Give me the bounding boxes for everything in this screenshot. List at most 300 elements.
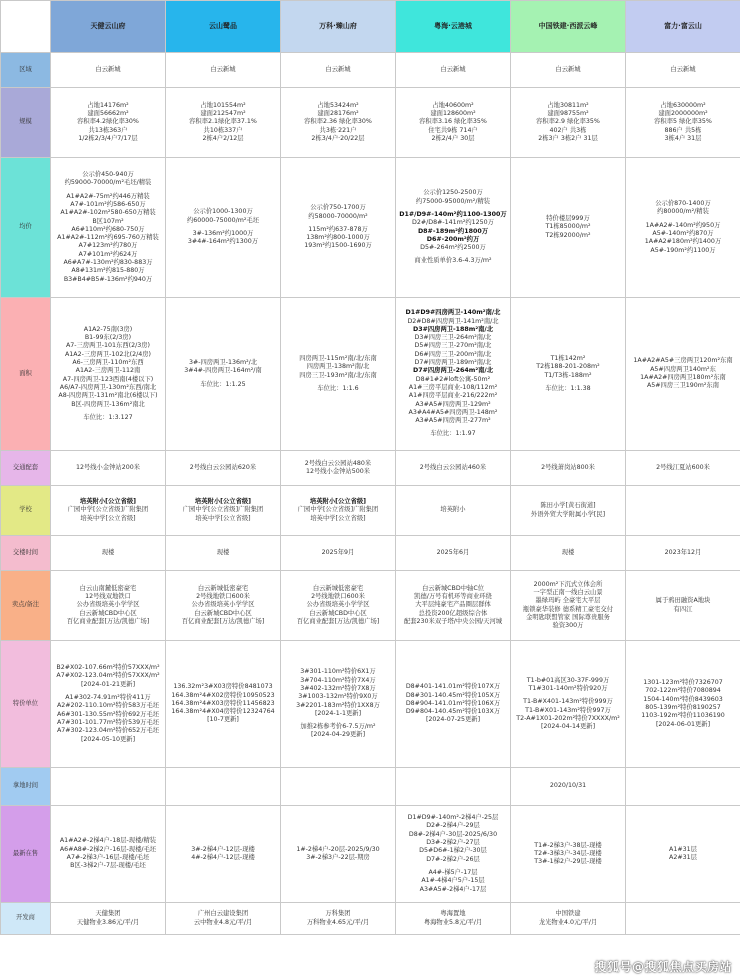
row-delivery	[1, 536, 740, 571]
cell-line: 商业性质单价3.6-4.3万/m²	[414, 257, 492, 265]
cell-line: A8-四房两卫-131m²南北(6楼以下)	[58, 392, 158, 400]
cell-line: 公办省级培英小学学区	[306, 601, 370, 609]
cell-line: D8#401-141.01m²特价107X万	[405, 683, 501, 691]
spacer	[168, 784, 278, 789]
cell-line: D3#-2梯2户-27层	[426, 839, 480, 847]
cell-scale	[281, 88, 396, 158]
cell-transport	[51, 451, 166, 486]
cell-line: 广园中学[公立省级]广附集团	[297, 506, 379, 514]
cell-line: 2栋4户2/12层	[202, 134, 244, 142]
spacer	[628, 508, 738, 513]
row-transport	[1, 451, 740, 486]
cell-sale	[166, 806, 281, 903]
cell-line: 1A#A2#A5#三房两卫120m²东南	[633, 357, 733, 365]
row-label: 面积	[1, 298, 51, 451]
cell-line: T2栋188-201-208m²	[536, 363, 600, 371]
cell-line: D8#301-140.45m²特价105X万	[405, 691, 501, 699]
cell-line: 四房三卫-193m²南/北/东南	[299, 371, 377, 379]
cell-line: A3#A5#-2梯4户-17层	[419, 885, 487, 893]
cell-line: 培英中学[公立省级]	[195, 514, 251, 522]
cell-line: A1#A2#-112m²约695-760万精装	[57, 234, 159, 242]
cell-highlights	[396, 571, 511, 641]
cell-scale	[396, 88, 511, 158]
cell-line: A1#A2#-2梯4户-18层-现楼/精装	[59, 837, 157, 845]
cell-line: 约59000-70000/m²毛坯/精装	[64, 179, 152, 187]
cell-line: A3#A5#四房两卫-277m²	[415, 417, 491, 425]
cell-line: 白云新城	[670, 65, 696, 73]
cell-line: 138m²约800-1000万	[306, 234, 370, 242]
cell-line: T2#-3梯3户-34层-现楼	[534, 849, 602, 857]
cell-school	[166, 486, 281, 536]
cell-line: 百亿商业配套[万达/凯德广场]	[181, 617, 265, 625]
cell-line: T1-b#01高区30-37F-999万	[526, 676, 610, 684]
cell-line: 白云山南麓低密豪宅	[79, 584, 137, 592]
cell-line: A1#-4梯4户5户-15层	[421, 877, 485, 885]
spacer	[53, 784, 163, 789]
cell-line: 3#2201-183m²特价1XX8万	[296, 701, 380, 709]
cell-price	[281, 158, 396, 298]
cell-line: 2025年6月	[436, 548, 470, 556]
cell-line: 3#704-110m²特价7X4万	[300, 676, 376, 684]
cell-line: 约58000-70000/m²	[308, 212, 368, 220]
cell-line: 白云新城CBD中心区	[309, 609, 367, 617]
cell-line: 配套230米双子塔/中央公园/天河城	[403, 617, 503, 625]
cell-price	[626, 158, 740, 298]
watermark-text: 搜狐号@搜狐焦点买房站	[594, 960, 732, 974]
cell-line: 1504-140m²特价8439603	[643, 695, 723, 703]
cell-line: T1#301-140m²特价920万	[528, 684, 608, 692]
project-header: 天健云山府	[51, 1, 166, 53]
cell-scale	[511, 88, 626, 158]
cell-line: B2#X02-107.66m²特价57XXX/m²	[56, 664, 160, 672]
cell-line: 1301-123m²特价7326707	[643, 679, 723, 687]
cell-line: 2栋3户 3栋2户 31层	[538, 134, 598, 142]
cell-line: 白云新城CBD中轴C位	[421, 584, 485, 592]
cell-line: D5#-264m²约2500万	[420, 244, 486, 252]
cell-line: 2020/10/31	[549, 782, 587, 790]
cell-line: 白云新城	[210, 65, 236, 73]
cell-highlights	[51, 571, 166, 641]
cell-line: [2024-05-10更新]	[80, 735, 136, 743]
cell-line: A1#三房平层商业-108/112m²	[408, 383, 498, 391]
cell-line: A7#123m²约780万	[78, 242, 138, 250]
cell-school	[396, 486, 511, 536]
row-school	[1, 486, 740, 536]
row-price	[1, 158, 740, 298]
cell-line: 1/2栋2/3/4户7/17层	[78, 134, 138, 142]
cell-line: D9#804-140.45m²特价103X万	[405, 708, 501, 716]
cell-line: 白云新城CBD中心区	[194, 609, 252, 617]
row-scale	[1, 88, 740, 158]
cell-school	[281, 486, 396, 536]
cell-line: 车位比：1:1.6	[317, 384, 359, 392]
cell-line: D2#-2梯4户-29层	[426, 822, 480, 830]
cell-line: 公示价1250-2500万	[423, 189, 483, 197]
cell-line: D5#四房三卫-270m²南/北	[414, 342, 492, 350]
cell-line: 一字型正南一线白云山景	[533, 588, 603, 596]
row-highlights	[1, 571, 740, 641]
cell-line: A4#-梯5户-17层	[428, 868, 478, 876]
cell-line: 广州白云建设集团	[197, 910, 249, 918]
cell-land	[626, 768, 740, 806]
cell-line: 大平层纯豪宅产品圈层群体	[415, 601, 491, 609]
cell-line: [2024-04-29更新]	[310, 731, 366, 739]
cell-price	[51, 158, 166, 298]
row-specials	[1, 641, 740, 768]
cell-line: 3栋4户 31层	[664, 134, 702, 142]
row-label: 特价单位	[1, 641, 51, 768]
cell-line: D1#D9#四房两卫-140m²南/北	[405, 309, 501, 317]
cell-area	[166, 298, 281, 451]
cell-developer	[626, 903, 740, 935]
cell-line: 占地53424m²	[317, 101, 359, 109]
spacer	[283, 784, 393, 789]
cell-line: 1103-192m²特价11036190	[641, 712, 725, 720]
cell-line: 广园中学[公立省级]广附集团	[67, 506, 149, 514]
cell-line: 2023年12月	[664, 548, 702, 556]
cell-line: A6/A7-四房两卫-130m²东西/南北	[59, 383, 157, 391]
row-label: 交通配套	[1, 451, 51, 486]
cell-developer	[511, 903, 626, 935]
cell-line: 培英附小[公立省级]	[309, 498, 367, 506]
cell-area	[511, 298, 626, 451]
cell-line: 属于鸦田融资A地块	[655, 597, 711, 605]
cell-line: 共3栋·221户	[319, 126, 357, 134]
cell-line: 车位比：1:1.97	[430, 430, 476, 438]
cell-land	[51, 768, 166, 806]
cell-line: 凯德/万号有机环等商业环绕	[414, 593, 492, 601]
cell-specials	[626, 641, 740, 768]
cell-line: B区107m²	[92, 217, 124, 225]
cell-line: D3#四房三卫-264m²南/北	[414, 334, 492, 342]
cell-line: 陈田小学[黄石街道]	[540, 502, 596, 510]
cell-line: A5#四房两卫140m²东	[650, 365, 716, 373]
cell-transport	[166, 451, 281, 486]
cell-delivery	[511, 536, 626, 571]
cell-line: 白云新城低密豪宅	[197, 584, 249, 592]
cell-line: T1-B#X01-143m²特价997万	[525, 706, 611, 714]
cell-line: 万科集团	[325, 910, 351, 918]
project-header: 万科·臻山府	[281, 1, 396, 53]
cell-delivery	[51, 536, 166, 571]
cell-line: A7#301-101.77m²特价539万毛坯	[56, 718, 160, 726]
row-label: 交楼时间	[1, 536, 51, 571]
cell-line: 白云新城	[325, 65, 351, 73]
cell-line: 约60000-75000/m²毛坯	[186, 216, 259, 224]
row-label: 卖点/备注	[1, 571, 51, 641]
corner-cell	[1, 1, 51, 53]
cell-price	[166, 158, 281, 298]
cell-line: 容积率3.16 绿化率35%	[419, 118, 487, 126]
cell-line: 车位比：1:1.25	[200, 380, 246, 388]
cell-line: 3#1003-132m²特价9X0万	[298, 693, 378, 701]
cell-line: T1-B#X401-143m²特价999万	[523, 698, 613, 706]
cell-line: A7#X02-123.04m²特价57XXX/m²	[56, 672, 160, 680]
cell-line: A7#101m²约624万	[78, 250, 138, 258]
cell-delivery	[166, 536, 281, 571]
cell-line: 占地30811m²	[547, 101, 589, 109]
cell-line: 约75000-95000/m²/精装	[415, 197, 491, 205]
cell-line: 培英附小[公立省级]	[194, 498, 252, 506]
cell-line: A1#A2#-75m²约446万精装	[66, 192, 150, 200]
cell-specials	[396, 641, 511, 768]
cell-line: 现楼	[561, 548, 575, 556]
cell-line: A6#A8#-2梯2户-16层-现楼/毛坯	[59, 845, 157, 853]
cell-line: [2024-07-25更新]	[425, 716, 481, 724]
cell-line: 共13栋363户	[88, 126, 128, 134]
project-header: 富力·富云山	[626, 1, 740, 53]
row-label: 规模	[1, 88, 51, 158]
cell-school	[51, 486, 166, 536]
cell-line: D2#D8#四房两卫-141m²南/北	[407, 317, 499, 325]
cell-line: 天健集团	[95, 910, 121, 918]
cell-line: 3#-四房两卫-136m²/北	[188, 359, 258, 367]
cell-line: 3#-136m²约1000万	[192, 230, 254, 237]
cell-line: 12号线小金钟站200米	[75, 463, 141, 471]
cell-line: 3#4#-四房两卫-164m²/南	[184, 367, 262, 375]
cell-line: B区-四房两卫-136m²南北	[71, 400, 145, 408]
cell-line: D8#-189m²约1800万	[417, 227, 489, 235]
cell-area	[281, 298, 396, 451]
cell-sale	[396, 806, 511, 903]
cell-line: 墨绿玛屿 全豪宅大平层	[535, 597, 601, 605]
cell-line: T1/T3栋-188m²	[544, 371, 592, 379]
cell-line: 约80000/m²/精装	[657, 208, 709, 216]
cell-highlights	[166, 571, 281, 641]
cell-line: 886户 共5栋	[664, 126, 702, 134]
cell-line: 805-139m²特价8190257	[645, 704, 721, 711]
cell-transport	[396, 451, 511, 486]
cell-line: D7#四房两卫-264m²南/北	[412, 367, 494, 375]
spacer	[628, 916, 738, 921]
cell-line: 1A#A2#-140m²约950万	[645, 221, 721, 229]
cell-line: 2000m²下沉式立体会所	[533, 580, 603, 588]
cell-delivery	[626, 536, 740, 571]
cell-line: 1A#A2#180m²约1400万	[644, 238, 722, 246]
cell-land	[396, 768, 511, 806]
cell-school	[626, 486, 740, 536]
cell-line: 1#-2梯4户-20层-2025/9/30	[296, 845, 380, 853]
cell-line: T1栋142m²	[550, 354, 586, 362]
cell-line: 115m²约637-878万	[308, 225, 368, 233]
header-row	[1, 1, 740, 53]
cell-line: [10-7更新]	[207, 716, 239, 724]
cell-line: A5#-190m²约1100万	[650, 246, 716, 254]
cell-developer	[281, 903, 396, 935]
cell-line: A7#-2梯3户-16层-现楼/毛坯	[66, 854, 150, 861]
cell-line: 共10栋337户	[203, 126, 243, 134]
cell-developer	[51, 903, 166, 935]
cell-line: 占地14176m²	[87, 101, 129, 109]
cell-price	[396, 158, 511, 298]
row-sale	[1, 806, 740, 903]
cell-line: A2#202-110.10m²特价583万毛坯	[56, 702, 160, 710]
cell-line: 现楼	[101, 548, 115, 556]
cell-line: 天健物业3.86元/平/月	[76, 918, 140, 926]
cell-line: A2#31层	[669, 854, 697, 861]
cell-line: 容积率5 绿化率35%	[654, 118, 712, 126]
cell-line: 现楼	[216, 548, 230, 556]
cell-line: 3#4#-164m²约1300万	[187, 238, 259, 246]
cell-line: [2024-06-01更新]	[655, 720, 711, 728]
cell-line: 培英中学[公立省级]	[310, 514, 366, 522]
cell-line: A3#A5#四房两卫-129m²	[415, 400, 491, 408]
cell-region	[281, 53, 396, 88]
cell-line: 培英中学[公立省级]	[80, 514, 136, 522]
cell-line: A1#302-74.91m²特价411万	[65, 694, 151, 702]
cell-line: 3#-2梯4户-12层-现楼	[191, 845, 255, 853]
cell-line: 四房两卫-115m²南/北/东南	[299, 354, 377, 362]
cell-line: B3#B4#B5#-136m²约940万	[63, 275, 153, 283]
cell-line: 2号线江夏站600米	[656, 463, 710, 471]
cell-line: 建面2000000m²	[658, 110, 708, 118]
cell-line: A7#-101m²约586-650万	[70, 200, 146, 208]
cell-region	[396, 53, 511, 88]
cell-line: A3#A4#A5#四房两卫-148m²	[408, 408, 498, 416]
cell-line: 2号线地铁口600米	[311, 593, 365, 601]
cell-line: A7#302-123.04m²特价652万毛坯	[56, 727, 160, 735]
cell-line: 特价楼层999万	[546, 215, 590, 223]
cell-line: 3#301-110m²特价6X1万	[300, 668, 376, 676]
cell-line: D8#904-141.01m²特价106X万	[405, 699, 501, 707]
cell-region	[511, 53, 626, 88]
cell-transport	[511, 451, 626, 486]
cell-line: 公办省级培英小学学区	[76, 601, 140, 609]
cell-sale	[626, 806, 740, 903]
cell-line: 公办省级培英小学学区	[191, 601, 255, 609]
cell-transport	[626, 451, 740, 486]
cell-line: 白云新城	[555, 65, 581, 73]
cell-specials	[51, 641, 166, 768]
cell-line: A6#A7#-130m²约830-883万	[63, 259, 153, 267]
cell-highlights	[511, 571, 626, 641]
cell-line: D5#D6#-1梯2户-30层	[419, 847, 487, 855]
cell-region	[626, 53, 740, 88]
row-region	[1, 53, 740, 88]
cell-line: 164.38m²4#X04房特价12324764	[171, 708, 275, 716]
cell-line: [2024-1-1更新]	[314, 709, 362, 717]
cell-delivery	[396, 536, 511, 571]
cell-scale	[166, 88, 281, 158]
cell-line: 广园中学[公立省级]广附集团	[182, 506, 264, 514]
cell-region	[166, 53, 281, 88]
cell-line: [2024-04-14更新]	[540, 723, 596, 731]
cell-line: 粤海物业5.8元/平/月	[423, 918, 483, 926]
cell-line: 3#402-132m²特价7X8万	[300, 684, 376, 692]
cell-area	[626, 298, 740, 451]
cell-land	[166, 768, 281, 806]
cell-area	[396, 298, 511, 451]
cell-line: A5#-140m²约870万	[652, 230, 714, 237]
cell-line: 公示价1000-1300万	[193, 208, 253, 216]
cell-line: D2#/D8#-141m²约1250万	[412, 219, 494, 227]
cell-line: [2024-01-21更新]	[80, 680, 136, 688]
cell-line: 公示价870-1400万	[655, 200, 711, 208]
cell-line: 136.32m²3#X03房特价8481073	[173, 683, 273, 691]
cell-line: 白云新城低密豪宅	[312, 584, 364, 592]
cell-transport	[281, 451, 396, 486]
cell-line: B1-99东(2/3房)	[84, 334, 132, 342]
cell-line: 2号线白云公园站620米	[189, 463, 257, 471]
cell-line: 1A#A2#四房两卫180m²东南	[640, 374, 726, 381]
cell-line: A7-三房两卫-101东西(2/3房)	[65, 342, 150, 350]
cell-line: 4#-2梯4户-12层-现楼	[191, 854, 255, 861]
cell-delivery	[281, 536, 396, 571]
cell-line: 193m²约1500-1690万	[304, 242, 372, 250]
cell-line: T2-A#1X01-202m²特价7XXXX/m²	[516, 714, 620, 722]
cell-line: D6#四房三卫-200m²南/北	[414, 350, 492, 358]
cell-line: 12号线小金钟站500米	[305, 468, 371, 475]
cell-line: A7-四房两卫-123西南(4楼以下)	[62, 375, 154, 383]
row-label: 均价	[1, 158, 51, 298]
cell-line: 建面28176m²	[317, 110, 359, 118]
cell-line: 3#-2梯3户-22层-期房	[306, 854, 370, 861]
cell-line: 公示价750-1700万	[310, 204, 366, 212]
cell-line: 公示价450-940万	[82, 171, 134, 179]
cell-line: D1#/D9#-140m²约1100-1300万	[399, 210, 507, 218]
project-header: 粤海·云港城	[396, 1, 511, 53]
row-label: 开发商	[1, 903, 51, 935]
cell-line: A8#131m²约815-880万	[71, 267, 145, 275]
cell-line: 百亿商业配套[万达/凯德广场]	[296, 617, 380, 625]
cell-highlights	[281, 571, 396, 641]
row-developer	[1, 903, 740, 935]
spacer	[398, 784, 508, 789]
cell-sale	[51, 806, 166, 903]
cell-line: 建面128600m²	[430, 110, 476, 118]
spacer	[628, 784, 738, 789]
cell-line: 2号线萧岗站800米	[541, 463, 595, 471]
cell-line: 2栋3/4户·20/22层	[311, 134, 365, 142]
cell-line: D1#D9#-140m²-2梯4户-25层	[407, 814, 499, 822]
cell-line: 车位比：1:3.127	[83, 413, 133, 421]
cell-specials	[166, 641, 281, 768]
cell-land	[281, 768, 396, 806]
cell-line: D7#四房两卫-189m²南/北	[414, 359, 492, 367]
row-label: 最新在售	[1, 806, 51, 903]
cell-line: 金明匙联盟管家 国际尊贵服务	[526, 613, 610, 621]
cell-line: 百亿商业配套[万达/凯德广场]	[66, 617, 150, 625]
cell-line: 164.38m²4#X02房特价10950523	[171, 691, 275, 699]
cell-line: 164.38m²4#X03房特价11456823	[171, 699, 275, 707]
cell-line: 万科物业4.65元/平/月	[306, 918, 370, 926]
cell-line: 白云新城	[440, 65, 466, 73]
cell-scale	[626, 88, 740, 158]
cell-line: 白云新城	[95, 65, 121, 73]
cell-line: 402户 共3栋	[549, 126, 587, 134]
cell-line: 占地40600m²	[432, 101, 474, 109]
cell-line: 粤海置地	[440, 910, 466, 918]
cell-line: 2栋2/4户 30层	[431, 134, 475, 142]
cell-line: 占地101554m²	[200, 101, 246, 109]
cell-price	[511, 158, 626, 298]
cell-line: 验资300万	[552, 622, 584, 630]
row-label: 学校	[1, 486, 51, 536]
cell-line: T1#-2梯3户-38层-现楼	[534, 841, 602, 849]
cell-line: A1#31层	[669, 845, 697, 853]
cell-line: 四房两卫-138m²南/北	[306, 363, 370, 371]
cell-line: 云中物业4.8元/平/月	[193, 918, 253, 926]
cell-line: 容积率4.2绿化率30%	[77, 118, 139, 126]
cell-line: 容积率2.36 绿化率30%	[304, 118, 372, 126]
cell-line: T2栋92000/m²	[545, 231, 591, 239]
cell-line: A1#四房平层商业-216/222m²	[408, 392, 498, 400]
cell-specials	[281, 641, 396, 768]
cell-scale	[51, 88, 166, 158]
project-header: 中国铁建·西派云峰	[511, 1, 626, 53]
cell-line: 2025年9月	[321, 548, 355, 556]
cell-line: 瓶锁豪华装修 德系精工豪宅交付	[522, 605, 614, 613]
